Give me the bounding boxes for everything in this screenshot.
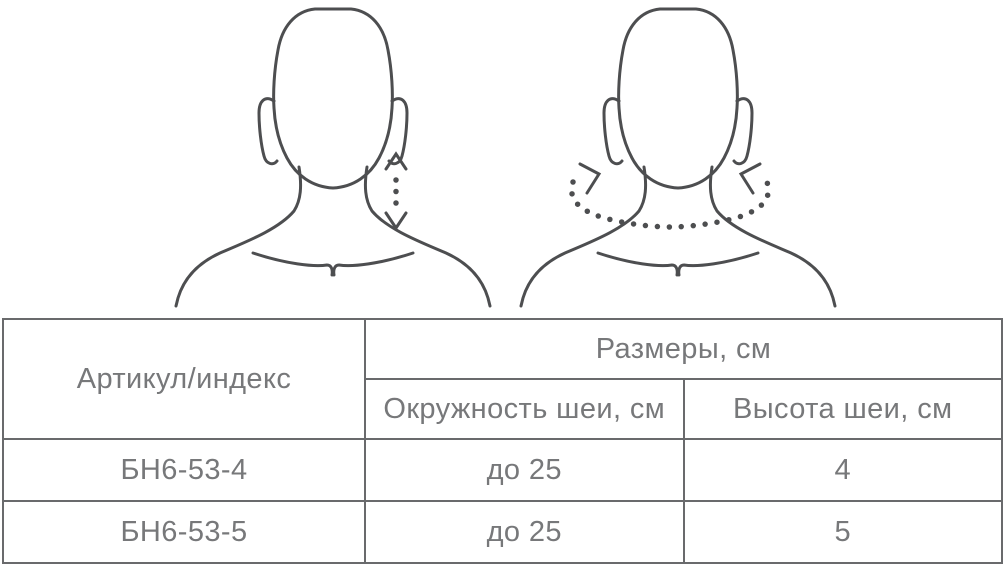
article-header: Артикул/индекс xyxy=(3,319,365,439)
table-row xyxy=(3,501,1002,563)
sizes-header: Размеры, см xyxy=(365,319,1002,379)
neck-circumference-dotted-curve-icon xyxy=(572,164,769,227)
neck-height-arrow-icon xyxy=(386,154,406,228)
height-cell: 5 xyxy=(684,501,1003,563)
neck-circumference-figure xyxy=(513,3,843,308)
circumference-header: Окружность шеи, см xyxy=(365,379,684,439)
height-header: Высота шеи, см xyxy=(684,379,1003,439)
circumference-cell: до 25 xyxy=(365,501,684,563)
height-cell: 4 xyxy=(684,439,1003,501)
article-cell: БН6-53-4 xyxy=(3,439,365,501)
size-table xyxy=(2,318,1003,564)
table-row xyxy=(3,439,1002,501)
neck-height-figure xyxy=(168,3,498,308)
article-cell: БН6-53-5 xyxy=(3,501,365,563)
circumference-cell: до 25 xyxy=(365,439,684,501)
